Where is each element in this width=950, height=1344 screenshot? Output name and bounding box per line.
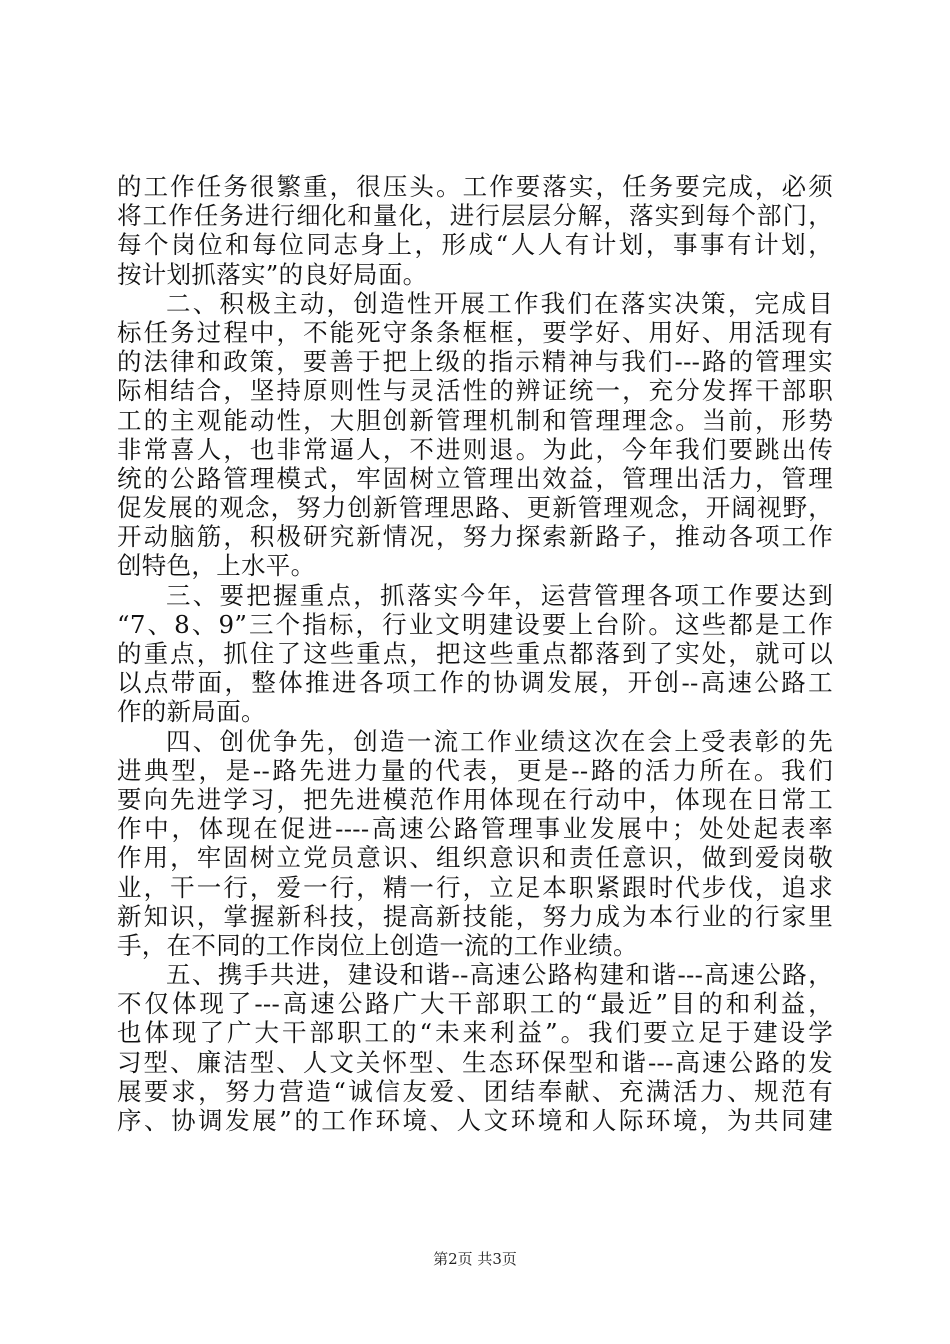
- text-line: 业，干一行，爱一行，精一行，立足本职紧跟时代步伐，追求: [117, 872, 833, 902]
- text-line: 统的公路管理模式，牢固树立管理出效益，管理出活力，管理: [117, 463, 833, 493]
- text-line: 创特色，上水平。: [117, 551, 316, 581]
- text-line: 每个岗位和每位同志身上，形成“人人有计划，事事有计划，: [117, 230, 833, 260]
- text-line: 非常喜人，也非常逼人，不进则退。为此，今年我们要跳出传: [117, 434, 833, 464]
- text-line: 促发展的观念，努力创新管理思路、更新管理观念，开阔视野，: [117, 493, 833, 523]
- text-line: 的工作任务很繁重，很压头。工作要落实，任务要完成，必须: [117, 172, 833, 201]
- text-line: 也体现了广大干部职工的“未来利益”。我们要立足于建设学: [117, 1018, 833, 1048]
- text-line: 按计划抓落实”的良好局面。: [117, 259, 428, 289]
- text-line: 不仅体现了---高速公路广大干部职工的“最近”目的和利益，: [117, 989, 833, 1019]
- text-line: 手，在不同的工作岗位上创造一流的工作业绩。: [117, 930, 638, 960]
- text-line: 进典型，是--路先进力量的代表，更是--路的活力所在。我们: [117, 755, 833, 785]
- text-line: 的法律和政策，要善于把上级的指示精神与我们---路的管理实: [117, 347, 833, 377]
- text-line: 作中，体现在促进----高速公路管理事业发展中；处处起表率: [117, 814, 833, 844]
- text-line: 的重点，抓住了这些重点，把这些重点都落到了实处，就可以: [117, 639, 833, 668]
- text-line: 二、积极主动，创造性开展工作我们在落实决策，完成目: [166, 288, 833, 318]
- document-body: [117, 172, 833, 1135]
- text-line: 要向先进学习，把先进模范作用体现在行动中，体现在日常工: [117, 784, 833, 814]
- text-line: 作的新局面。: [117, 697, 266, 727]
- text-line: 序、协调发展”的工作环境、人文环境和人际环境，为共同建: [117, 1106, 833, 1135]
- text-line: 际相结合，坚持原则性与灵活性的辨证统一，充分发挥干部职: [117, 376, 833, 406]
- text-line: 作用，牢固树立党员意识、组织意识和责任意识，做到爱岗敬: [117, 843, 833, 873]
- text-line: 三、要把握重点，抓落实今年，运营管理各项工作要达到: [166, 580, 833, 610]
- text-line: “7、8、9”三个指标，行业文明建设要上台阶。这些都是工作: [117, 609, 833, 639]
- text-line: 新知识，掌握新科技，提高新技能，努力成为本行业的行家里: [117, 901, 833, 931]
- text-line: 工的主观能动性，大胆创新管理机制和管理理念。当前，形势: [117, 405, 833, 435]
- text-line: 以点带面，整体推进各项工作的协调发展，开创--高速公路工: [117, 668, 833, 698]
- text-line: 开动脑筋，积极研究新情况，努力探索新路子，推动各项工作: [117, 522, 833, 552]
- text-line: 习型、廉洁型、人文关怀型、生态环保型和谐---高速公路的发: [117, 1047, 833, 1077]
- text-line: 将工作任务进行细化和量化，进行层层分解，落实到每个部门，: [117, 201, 833, 231]
- page-footer: 第2页 共3页: [433, 1250, 517, 1268]
- text-line: 展要求，努力营造“诚信友爱、团结奉献、充满活力、规范有: [117, 1076, 833, 1106]
- text-line: 四、创优争先，创造一流工作业绩这次在会上受表彰的先: [166, 726, 833, 756]
- text-line: 标任务过程中，不能死守条条框框，要学好、用好、用活现有: [117, 317, 833, 347]
- text-line: 五、携手共进，建设和谐--高速公路构建和谐---高速公路，: [166, 960, 833, 990]
